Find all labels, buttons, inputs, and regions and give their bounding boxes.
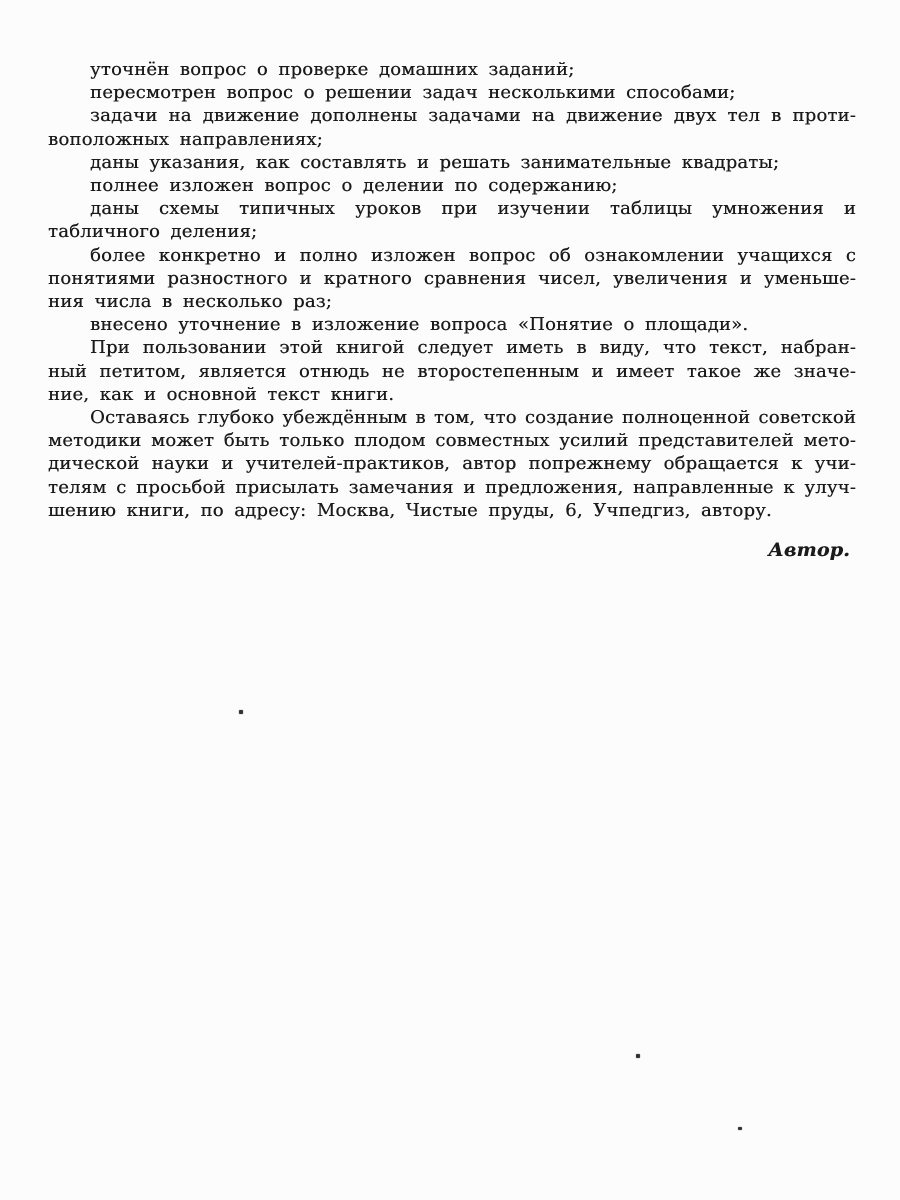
text-line: шению книги, по адресу: Москва, Чистые пруды, 6, Учпедгиз, автору.	[48, 499, 772, 521]
text-line: дической науки и учителей-практиков, автор попрежнему обращается к учи-	[48, 453, 856, 475]
text-line: ный петитом, является отнюдь не второстепенным и имеет такое же значе-	[48, 360, 856, 382]
author-signature: Автор.	[768, 538, 850, 561]
text-line: табличного деления;	[48, 221, 258, 243]
text-line: уточнён вопрос о проверке домашних заданий;	[90, 59, 575, 80]
text-line: понятиями разностного и кратного сравнения чисел, увеличения и уменьше-	[48, 267, 856, 289]
scan-speck	[636, 1054, 640, 1058]
text-line: пересмотрен вопрос о решении задач несколькими способами;	[90, 82, 736, 104]
text-line: даны схемы типичных уроков при изучении таблицы умножения и	[90, 198, 856, 220]
text-line: методики может быть только плодом совместных усилий представителей мето-	[48, 430, 856, 452]
text-line: воположных направлениях;	[48, 128, 323, 150]
text-line: Оставаясь глубоко убеждённым в том, что создание полноценной советской	[90, 406, 856, 428]
text-line: телям с просьбой присылать замечания и предложения, направленные к улуч-	[48, 476, 856, 498]
text-line: ние, как и основной текст книги.	[48, 383, 395, 405]
text-line: При пользовании этой книгой следует иметь в виду, что текст, набран-	[90, 337, 856, 359]
text-line: более конкретно и полно изложен вопрос об ознакомлении учащихся с	[90, 244, 856, 266]
text-line: задачи на движение дополнены задачами на движение двух тел в проти-	[90, 105, 856, 127]
text-line: ния числа в несколько раз;	[48, 290, 332, 312]
text-line: даны указания, как составлять и решать занимательные квадраты;	[90, 151, 780, 173]
text-line: внесено уточнение в изложение вопроса «Понятие о площади».	[90, 314, 749, 336]
text-line: полнее изложен вопрос о делении по содержанию;	[90, 175, 618, 196]
scan-speck	[239, 710, 243, 714]
scan-speck	[738, 1127, 742, 1130]
text-block	[48, 58, 856, 562]
